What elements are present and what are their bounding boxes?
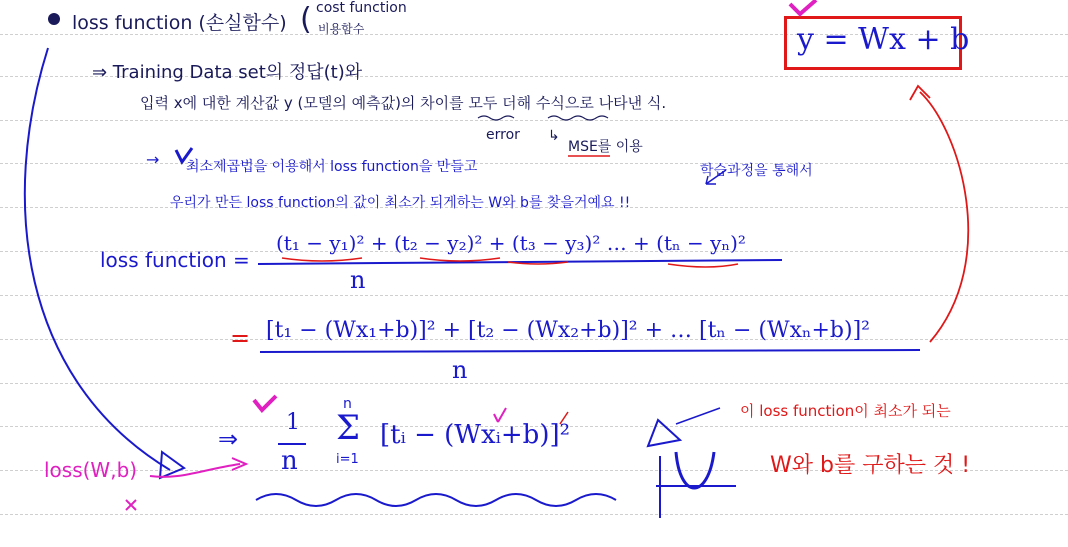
- title-text: loss function (손실함수): [72, 12, 287, 34]
- description-wavy: [478, 116, 608, 120]
- formula3-frac-den: n: [281, 446, 298, 476]
- formula1-denominator: n: [350, 266, 366, 294]
- formula3-body: [tᵢ − (Wxᵢ+b)]²: [380, 420, 571, 450]
- u-graph-curve: [676, 452, 714, 488]
- training-line: ⇒ Training Data set의 정답(t)와: [92, 62, 363, 83]
- formula1-numerator: (t₁ − y₁)² + (t₂ − y₂)² + (t₃ − y₃)² … + (tₙ − yₙ)²: [276, 231, 746, 255]
- formula3-sum-bottom: i=1: [336, 452, 359, 467]
- error-label: error: [486, 127, 520, 143]
- least-squares-arrow-icon: →: [146, 150, 160, 169]
- check-icon-least: [176, 148, 192, 162]
- mse-note: MSE를 이용: [568, 139, 643, 155]
- formula3-wavy: [256, 494, 616, 506]
- note-pointer-line: [676, 408, 720, 424]
- loss-wb-label: loss(W,b): [44, 458, 138, 482]
- check-icon-top: [790, 0, 816, 14]
- model-equation: y = Wx + b: [797, 22, 970, 57]
- title-alt-korean: 비용함수: [318, 22, 365, 36]
- check-icon-formula: [254, 396, 276, 410]
- formula3-arrow: ⇒: [218, 425, 239, 453]
- description-line: 입력 x에 대한 계산값 y (모델의 예측값)의 차이를 모두 더해 수식으로 나타낸 식.: [140, 94, 667, 112]
- formula3-sum-symbol: Σ: [336, 408, 361, 448]
- formula2-lhs: =: [230, 324, 251, 352]
- formula3-sum-top: n: [343, 396, 352, 412]
- formula2-denominator: n: [452, 356, 468, 384]
- down-arrow-right: [560, 412, 568, 424]
- big-curve-arrow: [25, 48, 170, 470]
- mse-arrow-icon: ↳: [548, 128, 560, 144]
- title-alt-paren: (: [300, 2, 312, 37]
- note-pointer: [648, 420, 680, 446]
- title-alt-cost: cost function: [316, 0, 407, 16]
- goal-line: 우리가 만든 loss function의 값이 최소가 되게하는 W와 b를 찾을거예요 !!: [170, 195, 631, 211]
- goal-pointer-arrow: [706, 170, 726, 184]
- down-arrow-left: [494, 408, 506, 422]
- red-curve-arrow: [920, 92, 968, 342]
- least-squares-note: 최소제곱법을 이용해서 loss function을 만들고: [186, 159, 478, 175]
- formula3-frac-num: 1: [286, 410, 300, 435]
- formula2-numerator: [t₁ − (Wx₁+b)]² + [t₂ − (Wx₂+b)]² + … [tₙ − (Wxₙ+b)]²: [266, 318, 870, 343]
- find-wb-note: W와 b를 구하는 것 !: [770, 453, 971, 478]
- loss-wb-cross: [126, 500, 136, 510]
- formula2-fraction-bar: [260, 350, 920, 352]
- minimize-note: 이 loss function이 최소가 되는: [740, 402, 951, 420]
- training-note: 학습과정을 통해서: [700, 163, 813, 179]
- formula1-lhs: loss function =: [100, 248, 250, 272]
